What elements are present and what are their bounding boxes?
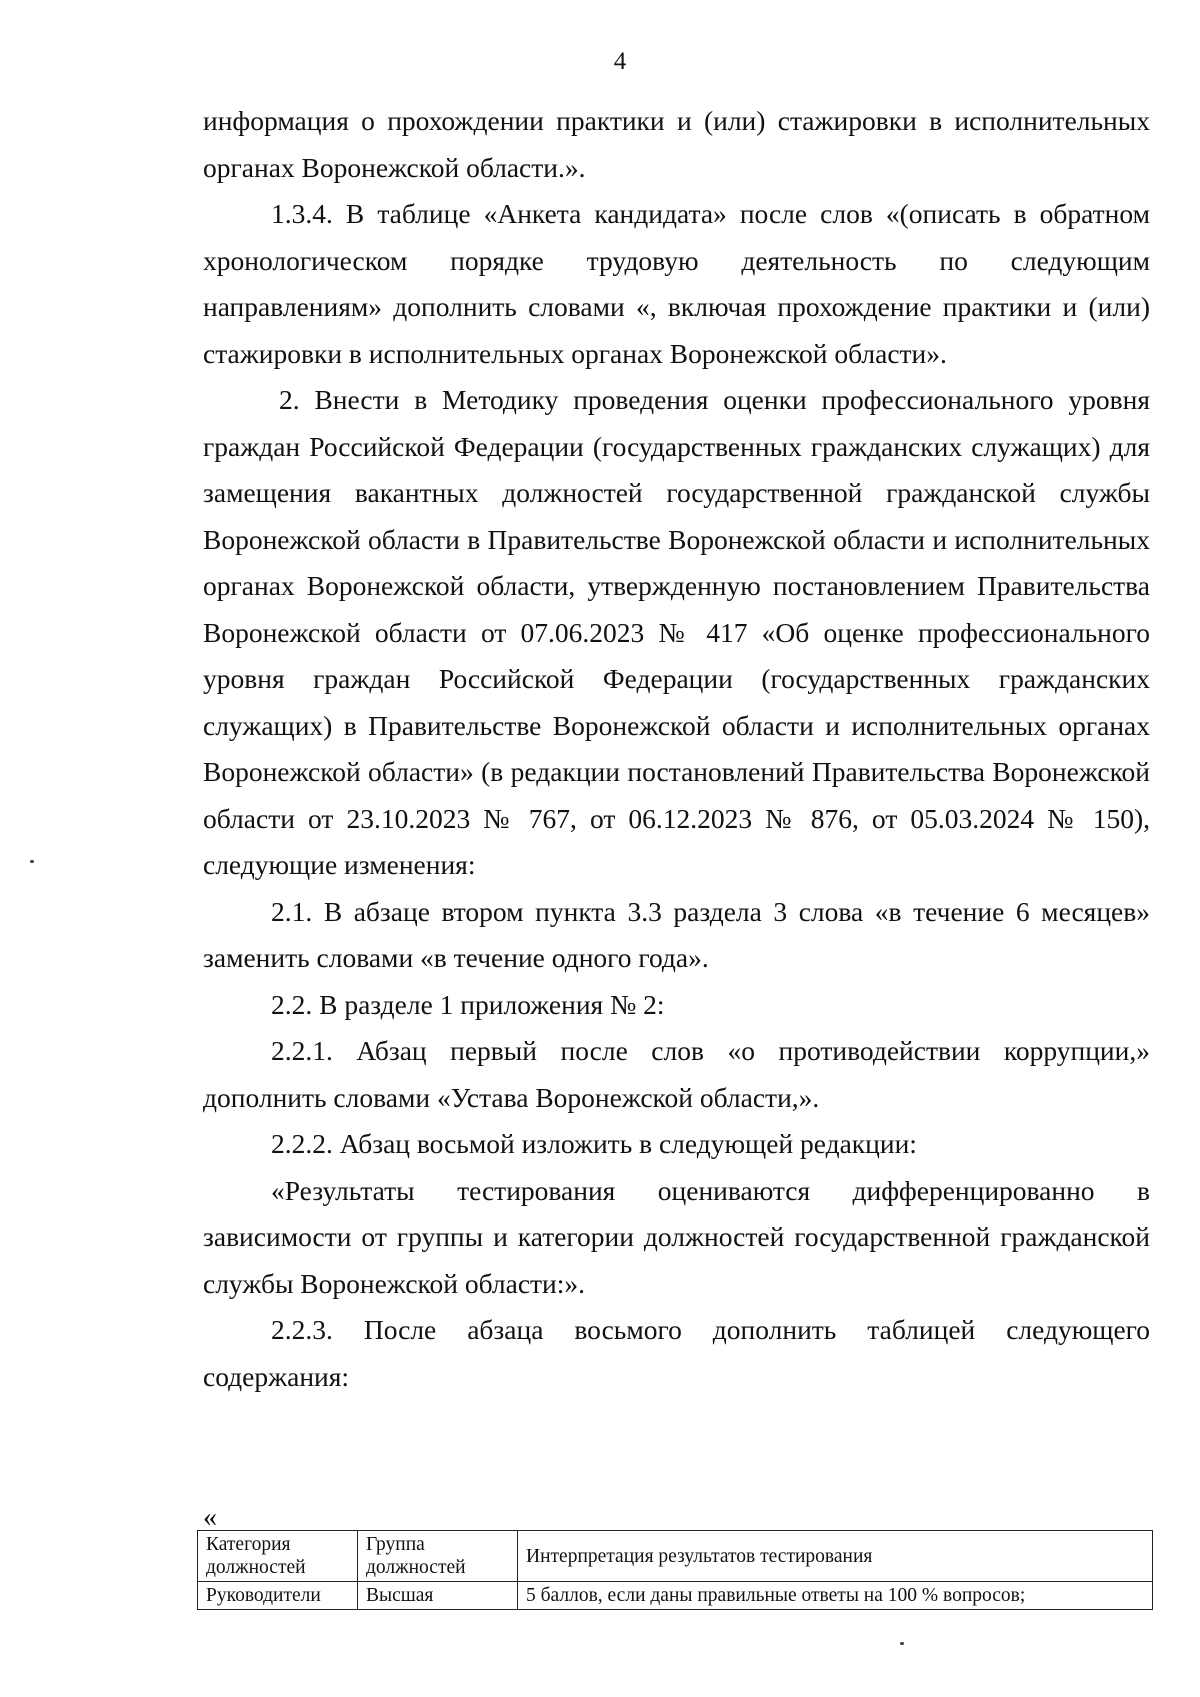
paragraph-2-1: 2.1. В абзаце втором пункта 3.3 раздела 3 слова «в течение 6 месяцев» заменить словами «в течение одного года».: [203, 895, 1150, 973]
document-body: [203, 98, 1150, 1400]
paragraph-2-2-1: 2.2.1. Абзац первый после слов «о противодействии коррупции,» дополнить словами «Устава Воронежской области,».: [203, 1035, 1150, 1113]
inserted-table: [197, 1530, 1153, 1610]
table-open-quote: «: [203, 1502, 217, 1533]
scan-speck: [900, 1642, 904, 1645]
table-header-cell: Категория должностей: [198, 1531, 358, 1582]
paragraph-continuation: информация о прохождении практики и (или) стажировки в исполнительных органах Воронежской области.».: [203, 105, 1150, 183]
table-row: [198, 1582, 1153, 1610]
paragraph-2: 2. Внести в Методику проведения оценки профессионального уровня граждан Российской Федерации (государственных гражданских служащих) для замещения вакантных должностей государственной гражданской службы Воронежской области в Правительстве Воронежской области и исполнительных органах Воронежской области, утвержденную постановлением Правительства Воронежской области от 07.06.2023 № 417 «Об оценке профессионального уровня граждан Российской Федерации (государственных гражданских служащих) в Правительстве Воронежской области и исполнительных органах Воронежской области» (в редакции постановлений Правительства Воронежской области от 23.10.2023 № 767, от 06.12.2023 № 876, от 05.03.2024 № 150), следующие изменения:: [203, 384, 1150, 880]
table-cell: Высшая: [358, 1582, 518, 1610]
paragraph-quoted-text: «Результаты тестирования оцениваются дифференцированно в зависимости от группы и категории должностей государственной гражданской службы Воронежской области:».: [203, 1174, 1150, 1299]
table-header-row: [198, 1531, 1153, 1582]
scan-speck: [30, 860, 34, 863]
paragraph-1-3-4: 1.3.4. В таблице «Анкета кандидата» после слов «(описать в обратном хронологическом порядке трудовую деятельность по следующим направлениям» дополнить словами «, включая прохождение практики и (или) стажировки в исполнительных органах Воронежской области».: [203, 198, 1150, 369]
table-header-cell: Интерпретация результатов тестирования: [518, 1531, 1153, 1582]
table-cell: 5 баллов, если даны правильные ответы на 100 % вопросов;: [518, 1582, 1153, 1610]
page-number: 4: [613, 48, 627, 75]
table-cell: Руководители: [198, 1582, 358, 1610]
paragraph-2-2-2: 2.2.2. Абзац восьмой изложить в следующей редакции:: [271, 1128, 917, 1159]
paragraph-2-2: 2.2. В разделе 1 приложения № 2:: [271, 988, 665, 1020]
paragraph-2-2-3: 2.2.3. После абзаца восьмого дополнить таблицей следующего содержания:: [203, 1314, 1150, 1392]
table-header-cell: Группа должностей: [358, 1531, 518, 1582]
